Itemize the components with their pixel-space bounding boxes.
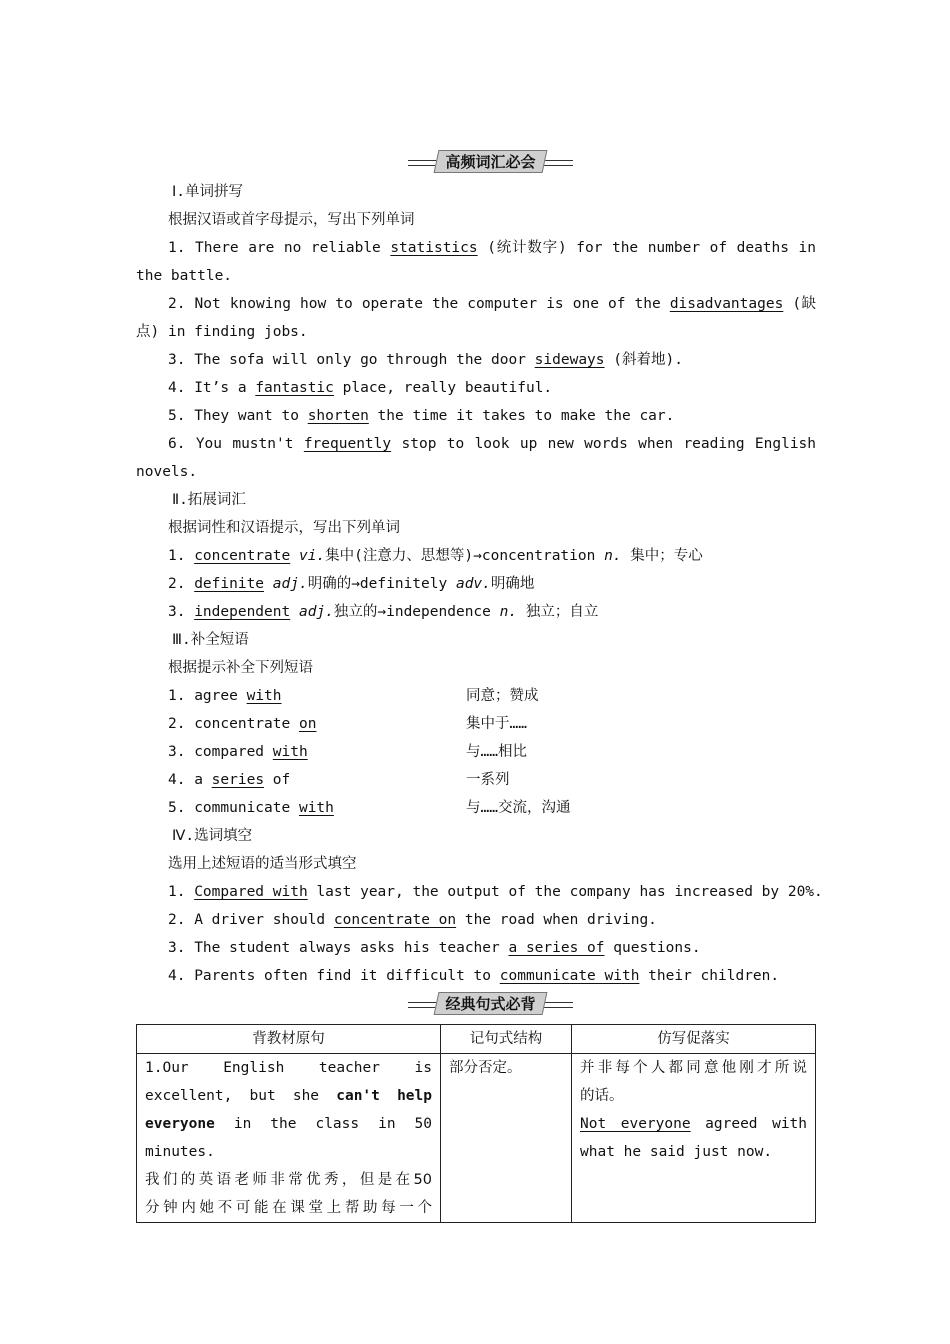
- question-2: 2. Not knowing how to operate the computer is one of the disadvantages (缺: [168, 296, 817, 312]
- table-header-row: [137, 1025, 816, 1054]
- part2-heading: Ⅱ.拓展词汇: [172, 492, 246, 508]
- answer: shorten: [307, 408, 369, 424]
- part1-heading: Ⅰ.单词拼写: [172, 184, 244, 200]
- part3-heading: Ⅲ.补全短语: [172, 632, 249, 648]
- part3-instruction: 根据提示补全下列短语: [168, 660, 313, 676]
- table-cell-structure: 部分否定。: [441, 1054, 572, 1223]
- vocab-item: 2. definite adj.明确的→definitely adv.明确地: [168, 576, 535, 592]
- question-5: 5. They want to shorten the time it takes to make the car.: [168, 408, 675, 424]
- vocab-item: 3. independent adj.独立的→independence n. 独立；自立: [168, 604, 599, 620]
- phrase-item: 1. agree with 同意；赞成: [168, 688, 539, 704]
- phrase-item: 3. compared with 与……相比: [168, 744, 527, 760]
- question-1: 1. There are no reliable statistics (统计数字) for the number of deaths in: [168, 240, 816, 256]
- part2-instruction: 根据词性和汉语提示，写出下列单词: [168, 520, 400, 536]
- part4-heading: Ⅳ.选词填空: [172, 828, 253, 844]
- answer: frequently: [303, 436, 392, 452]
- answer: sideways: [534, 352, 605, 368]
- table-cell-original: 1.Our English teacher is excellent, but she can't help everyone in the class in 50 minutes. 我们的英语老师非常优秀，但是在50 分钟内她不可能在课堂上帮助每一个: [137, 1054, 441, 1223]
- fill-item: 2. A driver should concentrate on the road when driving.: [168, 912, 657, 928]
- answer: disadvantages: [669, 296, 784, 312]
- table-header: 记句式结构: [441, 1025, 572, 1054]
- section-title: 高频词汇必会: [445, 153, 536, 171]
- answer: statistics: [390, 240, 478, 256]
- question-6: 6. You mustn't frequently stop to look up new words when reading English: [168, 436, 817, 452]
- phrase-item: 5. communicate with 与……交流，沟通: [168, 800, 571, 816]
- sentence-table: [136, 1024, 816, 1223]
- vocab-item: 1. concentrate vi.集中(注意力、思想等)→concentration n. 集中；专心: [168, 548, 703, 564]
- fill-item: 3. The student always asks his teacher a series of questions.: [168, 940, 701, 956]
- section-banner: [408, 992, 573, 1014]
- phrase-item: 2. concentrate on 集中于……: [168, 716, 527, 732]
- question-6-cont: novels.: [136, 464, 198, 480]
- table-header: 仿写促落实: [572, 1025, 816, 1054]
- question-3: 3. The sofa will only go through the door sideways (斜着地).: [168, 352, 683, 368]
- part4-instruction: 选用上述短语的适当形式填空: [168, 856, 357, 872]
- fill-item: 1. Compared with last year, the output of the company has increased by 20%.: [168, 884, 823, 900]
- section-title: 经典句式必背: [445, 995, 536, 1013]
- phrase-item: 4. a series of 一系列: [168, 772, 510, 788]
- answer: fantastic: [255, 380, 334, 396]
- part1-instruction: 根据汉语或首字母提示，写出下列单词: [168, 212, 415, 228]
- table-row: [137, 1054, 816, 1223]
- fill-item: 4. Parents often find it difficult to communicate with their children.: [168, 968, 780, 984]
- section-banner: [408, 150, 573, 172]
- table-header: 背教材原句: [137, 1025, 441, 1054]
- question-2-cont: 点) in finding jobs.: [136, 324, 308, 340]
- table-cell-practice: 并非每个人都同意他刚才所说 的话。 Not everyone agreed with what he said just now.: [572, 1054, 816, 1223]
- question-1-cont: the battle.: [136, 268, 233, 284]
- question-4: 4. It’s a fantastic place, really beautiful.: [168, 380, 553, 396]
